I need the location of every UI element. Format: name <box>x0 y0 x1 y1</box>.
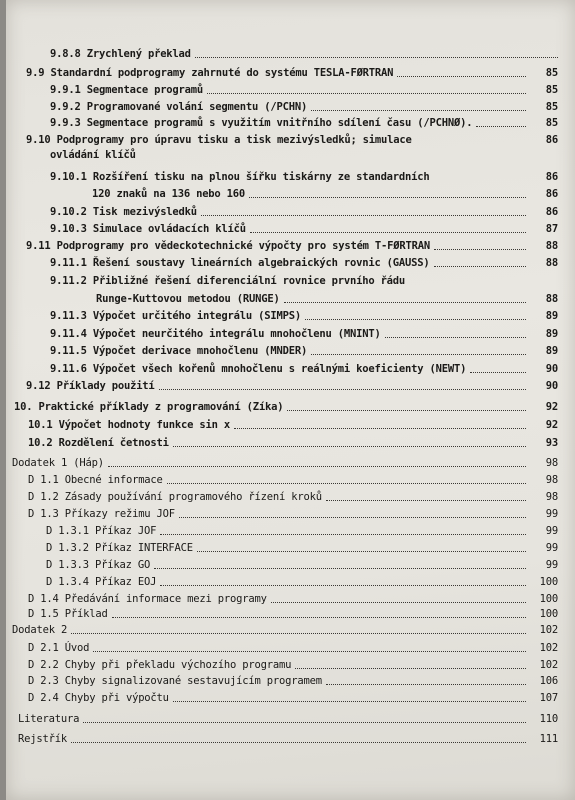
toc-entry-title: D 1.3.3 Příkaz GO <box>46 559 151 571</box>
toc-page-number: 100 <box>539 576 558 588</box>
toc-entry <box>50 168 558 184</box>
toc-entry <box>50 45 558 61</box>
toc-entry <box>28 434 558 450</box>
toc-entry <box>50 203 558 219</box>
toc-entry <box>28 672 558 688</box>
toc-entry <box>28 639 558 655</box>
toc-entry <box>46 556 558 572</box>
toc-leader-dots <box>179 517 526 518</box>
toc-entry <box>50 272 558 288</box>
toc-page-number: 98 <box>545 474 558 486</box>
toc-leader-dots <box>207 93 526 94</box>
toc-entry-title: 9.9.3 Segmentace programů s využitím vnitřního sdílení času (/PCHNØ). <box>50 117 473 129</box>
toc-page-number: 102 <box>539 624 558 636</box>
toc-entry <box>28 488 558 504</box>
toc-entry <box>28 471 558 487</box>
toc-page-number: 107 <box>539 692 558 704</box>
toc-leader-dots <box>112 617 526 618</box>
toc-entry-title: 9.10.2 Tisk mezivýsledků <box>50 206 197 218</box>
toc-entry-title: 9.11.6 Výpočet všech kořenů mnohočlenu s reálnými koeficienty (NEWT) <box>50 363 467 375</box>
toc-page-number: 98 <box>545 491 558 503</box>
toc-leader-dots <box>326 684 526 685</box>
toc-entry <box>50 325 558 341</box>
toc-entry <box>12 454 558 470</box>
toc-entry-title: Literatura <box>18 713 80 725</box>
toc-leader-dots <box>167 483 526 484</box>
toc-entry-title: Dodatek 1 (Háp) <box>12 457 104 469</box>
toc-page-number: 100 <box>539 608 558 620</box>
toc-leader-dots <box>83 722 526 723</box>
toc-page-number: 106 <box>539 675 558 687</box>
toc-page-number: 88 <box>545 257 558 269</box>
toc-entry <box>28 505 558 521</box>
toc-entry-title: D 1.4 Předávání informace mezi programy <box>28 593 267 605</box>
toc-entry-title: Rejstřík <box>18 733 67 745</box>
toc-leader-dots <box>271 602 526 603</box>
toc-entry-title: 9.10 Podprogramy pro úpravu tisku a tisk mezivýsledků; simulace <box>26 134 412 146</box>
toc-entry-title: 9.11.2 Přibližné řešení diferenciální rovnice prvního řádu <box>50 275 406 287</box>
toc-page-number: 110 <box>539 713 558 725</box>
toc-entry <box>28 590 558 606</box>
toc-entry <box>28 416 558 432</box>
toc-leader-dots <box>71 633 526 634</box>
toc-entry-title: D 1.3 Příkazy režimu JOF <box>28 508 175 520</box>
toc-entry <box>50 342 558 358</box>
toc-page-number: 89 <box>545 345 558 357</box>
toc-entry-title: 10.2 Rozdělení četnosti <box>28 437 169 449</box>
toc-entry-title: 10.1 Výpočet hodnoty funkce sin x <box>28 419 231 431</box>
toc-page-number: 86 <box>545 134 558 146</box>
toc-entry-title: ovládání klíčů <box>50 149 136 161</box>
toc-leader-dots <box>93 651 526 652</box>
toc-entry <box>28 656 558 672</box>
toc-page-number: 99 <box>545 525 558 537</box>
toc-entry <box>46 522 558 538</box>
toc-entry <box>50 114 558 130</box>
toc-leader-dots <box>108 466 526 467</box>
toc-entry-title: 9.10.1 Rozšíření tisku na plnou šířku tiskárny ze standardních <box>50 171 430 183</box>
toc-entry-title: 9.11.5 Výpočet derivace mnohočlenu (MNDER) <box>50 345 308 357</box>
toc-leader-dots <box>71 742 526 743</box>
toc-entry-title: Dodatek 2 <box>12 624 68 636</box>
toc-leader-dots <box>160 534 526 535</box>
toc-page-number: 90 <box>545 380 558 392</box>
toc-entry-continuation <box>96 290 558 306</box>
toc-entry <box>18 730 558 746</box>
toc-leader-dots <box>385 337 526 338</box>
toc-entry-title: 9.11 Podprogramy pro vědeckotechnické výpočty pro systém T-FØRTRAN <box>26 240 431 252</box>
toc-page-number: 87 <box>545 223 558 235</box>
toc-entry <box>18 710 558 726</box>
toc-entry-title: D 1.2 Zásady používání programového řízení kroků <box>28 491 322 503</box>
toc-leader-dots <box>311 110 526 111</box>
document-page <box>6 0 575 800</box>
toc-page-number: 85 <box>545 117 558 129</box>
toc-leader-dots <box>470 372 526 373</box>
toc-entry <box>50 81 558 97</box>
toc-entry-title: 9.10.3 Simulace ovládacích klíčů <box>50 223 246 235</box>
toc-entry-title: 120 znaků na 136 nebo 160 <box>92 188 246 200</box>
toc-entry <box>26 131 558 147</box>
toc-entry-continuation <box>50 146 350 162</box>
toc-entry-title: D 1.3.1 Příkaz JOF <box>46 525 157 537</box>
toc-entry-title: 9.9.2 Programované volání segmentu (/PCHN) <box>50 101 308 113</box>
toc-leader-dots <box>250 232 526 233</box>
toc-entry-title: 9.8.8 Zrychlený překlad <box>50 48 191 60</box>
toc-leader-dots <box>173 701 526 702</box>
toc-entry-title: 9.11.1 Řešení soustavy lineárních algebraických rovnic (GAUSS) <box>50 257 430 269</box>
toc-page-number: 86 <box>545 206 558 218</box>
toc-entry <box>26 237 558 253</box>
toc-entry <box>50 307 558 323</box>
toc-entry-title: 9.11.3 Výpočet určitého integrálu (SIMPS) <box>50 310 301 322</box>
toc-leader-dots <box>476 126 526 127</box>
toc-entry-title: 10. Praktické příklady z programování (Zíka) <box>14 401 284 413</box>
toc-leader-dots <box>154 568 526 569</box>
toc-page-number: 85 <box>545 84 558 96</box>
toc-entry <box>50 254 558 270</box>
toc-page-number: 86 <box>545 188 558 200</box>
toc-page-number: 102 <box>539 659 558 671</box>
toc-page-number: 85 <box>545 67 558 79</box>
toc-entry <box>50 98 558 114</box>
toc-page-number: 102 <box>539 642 558 654</box>
toc-page-number: 98 <box>545 457 558 469</box>
toc-entry <box>12 621 558 637</box>
toc-leader-dots <box>160 585 526 586</box>
toc-leader-dots <box>434 249 526 250</box>
toc-leader-dots <box>326 500 526 501</box>
toc-page-number: 92 <box>545 401 558 413</box>
toc-page-number: 99 <box>545 559 558 571</box>
toc-entry-title: 9.12 Příklady použití <box>26 380 155 392</box>
toc-leader-dots <box>159 389 526 390</box>
toc-entry-title: D 2.2 Chyby při překladu výchozího programu <box>28 659 292 671</box>
toc-leader-dots <box>311 354 526 355</box>
toc-leader-dots <box>434 266 526 267</box>
toc-entry-title: D 1.1 Obecné informace <box>28 474 163 486</box>
toc-entry-title: 9.9 Standardní podprogramy zahrnuté do systému TESLA-FØRTRAN <box>26 67 394 79</box>
toc-page-number: 88 <box>545 293 558 305</box>
toc-leader-dots <box>201 215 526 216</box>
toc-leader-dots <box>287 410 526 411</box>
toc-entry-title: D 2.3 Chyby signalizované sestavujícím programem <box>28 675 322 687</box>
toc-entry-title: Runge-Kuttovou metodou (RUNGE) <box>96 293 280 305</box>
toc-page-number: 111 <box>539 733 558 745</box>
toc-page-number: 86 <box>545 171 558 183</box>
toc-page-number: 89 <box>545 328 558 340</box>
toc-entry-title: D 1.3.2 Příkaz INTERFACE <box>46 542 193 554</box>
toc-leader-dots <box>195 57 558 58</box>
toc-page-number: 93 <box>545 437 558 449</box>
toc-leader-dots <box>397 76 526 77</box>
toc-entry <box>14 398 558 414</box>
toc-entry <box>50 220 558 236</box>
toc-page-number: 100 <box>539 593 558 605</box>
toc-entry-title: 9.11.4 Výpočet neurčitého integrálu mnohočlenu (MNINT) <box>50 328 381 340</box>
toc-leader-dots <box>295 668 526 669</box>
toc-page-number: 92 <box>545 419 558 431</box>
toc-entry-title: D 2.1 Úvod <box>28 642 90 654</box>
toc-entry <box>46 573 558 589</box>
toc-page-number: 99 <box>545 508 558 520</box>
toc-leader-dots <box>234 428 526 429</box>
toc-page-number: 99 <box>545 542 558 554</box>
toc-entry-title: D 1.5 Příklad <box>28 608 108 620</box>
toc-page-number: 90 <box>545 363 558 375</box>
toc-page-number: 88 <box>545 240 558 252</box>
toc-leader-dots <box>284 302 526 303</box>
toc-entry <box>46 539 558 555</box>
toc-entry-title: 9.9.1 Segmentace programů <box>50 84 204 96</box>
toc-entry <box>28 689 558 705</box>
toc-entry-continuation <box>92 185 558 201</box>
toc-leader-dots <box>249 197 526 198</box>
toc-entry-title: D 1.3.4 Příkaz EOJ <box>46 576 157 588</box>
toc-entry <box>28 605 558 621</box>
toc-entry <box>50 360 558 376</box>
toc-entry-title: D 2.4 Chyby při výpočtu <box>28 692 169 704</box>
toc-leader-dots <box>173 446 526 447</box>
toc-leader-dots <box>197 551 526 552</box>
toc-page-number: 89 <box>545 310 558 322</box>
toc-entry <box>26 64 558 80</box>
toc-page-number: 85 <box>545 101 558 113</box>
toc-leader-dots <box>305 319 526 320</box>
toc-entry <box>26 377 558 393</box>
